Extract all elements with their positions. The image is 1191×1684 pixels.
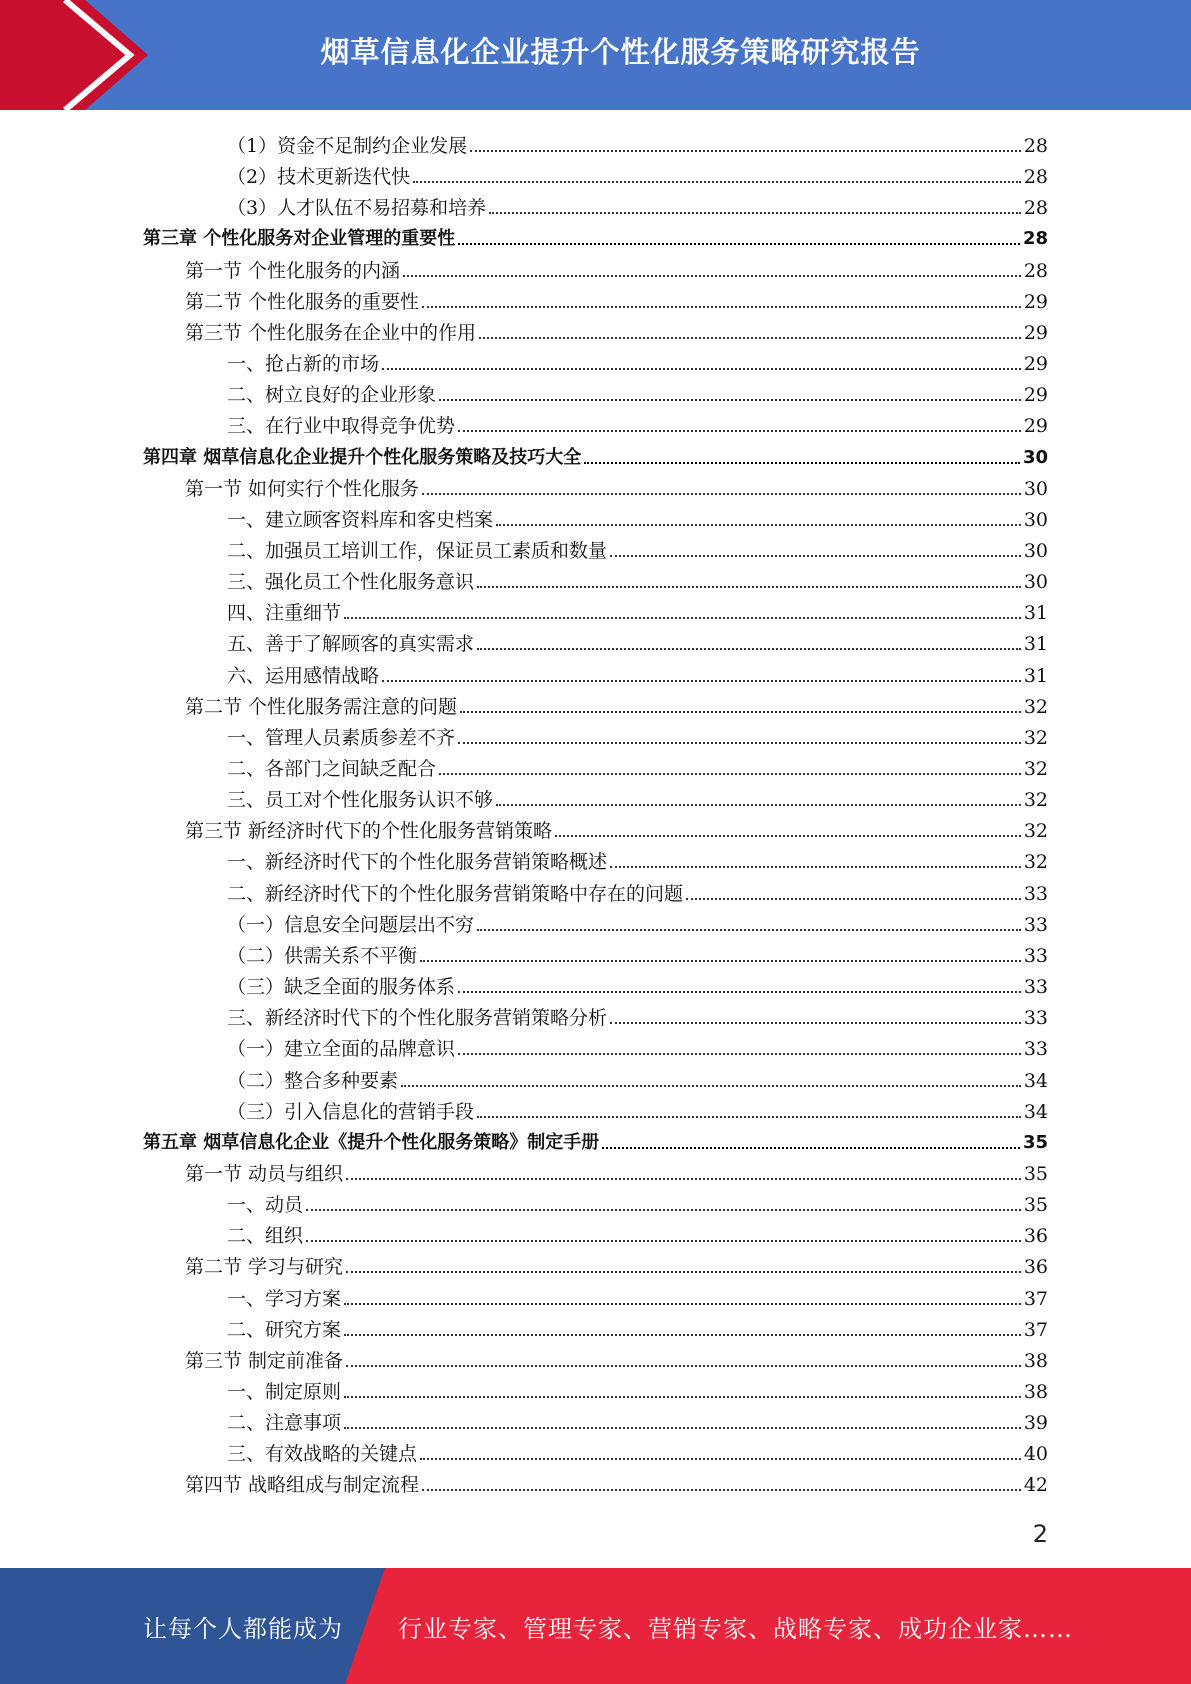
toc-entry-page: 28 <box>1022 228 1048 250</box>
toc-dot-leader <box>413 181 1021 183</box>
toc-entry-page: 32 <box>1023 726 1048 749</box>
toc-entry-page: 28 <box>1023 197 1048 220</box>
toc-dot-leader <box>686 898 1021 900</box>
toc-dot-leader <box>422 1489 1021 1491</box>
toc-dot-leader <box>470 150 1021 152</box>
toc-entry-page: 28 <box>1023 259 1048 282</box>
toc-entry-page: 30 <box>1023 571 1048 594</box>
toc-entry[interactable] <box>227 376 1048 407</box>
toc-entry[interactable] <box>227 1311 1048 1342</box>
toc-entry-page: 35 <box>1023 1194 1048 1217</box>
toc-entry-page: 35 <box>1022 1131 1048 1153</box>
toc-entry[interactable] <box>227 843 1048 874</box>
toc-entry-label: 第二节 个性化服务需注意的问题 <box>185 695 458 718</box>
toc-dot-leader <box>477 1116 1021 1118</box>
toc-entry-label: 第三章 个性化服务对企业管理的重要性 <box>143 228 456 250</box>
toc-entry-label: 三、强化员工个性化服务意识 <box>227 571 475 594</box>
toc-entry-label: 一、抢占新的市场 <box>227 353 380 376</box>
toc-entry[interactable] <box>185 688 1048 719</box>
toc-entry-page: 32 <box>1023 851 1048 874</box>
toc-entry-label: 三、新经济时代下的个性化服务营销策略分析 <box>227 1007 608 1030</box>
toc-dot-leader <box>344 1334 1021 1336</box>
toc-entry[interactable] <box>227 158 1048 189</box>
toc-entry-page: 33 <box>1023 1038 1048 1061</box>
toc-dot-leader <box>496 524 1021 526</box>
toc-dot-leader <box>496 804 1021 806</box>
toc-chapter-entry[interactable] <box>143 1124 1048 1155</box>
toc-entry-page: 37 <box>1023 1318 1048 1341</box>
toc-dot-leader <box>382 680 1021 682</box>
toc-dot-leader <box>555 835 1021 837</box>
toc-entry-page: 33 <box>1023 976 1048 999</box>
toc-entry-label: 六、运用感情战略 <box>227 664 380 687</box>
toc-dot-leader <box>306 1240 1021 1242</box>
toc-entry-page: 40 <box>1023 1443 1048 1466</box>
toc-entry[interactable] <box>185 1466 1048 1497</box>
toc-entry-label: （三）缺乏全面的服务体系 <box>227 976 456 999</box>
footer-slogan-left: 让每个人都能成为 <box>143 1614 343 1643</box>
toc-dot-leader <box>422 493 1021 495</box>
toc-entry-page: 32 <box>1023 820 1048 843</box>
toc-entry[interactable] <box>227 345 1048 376</box>
toc-entry-label: 三、员工对个性化服务认识不够 <box>227 789 494 812</box>
report-title: 烟草信息化企业提升个性化服务策略研究报告 <box>320 34 921 69</box>
toc-entry-page: 29 <box>1023 290 1048 313</box>
toc-dot-leader <box>479 337 1021 339</box>
toc-entry-label: 五、善于了解顾客的真实需求 <box>227 633 475 656</box>
toc-entry[interactable] <box>227 1062 1048 1093</box>
toc-entry-label: 第四节 战略组成与制定流程 <box>185 1474 420 1497</box>
toc-entry[interactable] <box>227 625 1048 656</box>
toc-entry[interactable] <box>185 1155 1048 1186</box>
toc-entry-label: 第三节 个性化服务在企业中的作用 <box>185 321 477 344</box>
toc-dot-leader <box>420 1458 1021 1460</box>
toc-entry[interactable] <box>227 1280 1048 1311</box>
toc-entry-label: 第五章 烟草信息化企业《提升个性化服务策略》制定手册 <box>143 1131 600 1153</box>
page-header <box>0 0 1191 110</box>
toc-dot-leader <box>401 1085 1021 1087</box>
toc-dot-leader <box>439 399 1021 401</box>
toc-entry-label: 四、注重细节 <box>227 602 342 625</box>
toc-dot-leader <box>584 462 1020 464</box>
toc-dot-leader <box>422 306 1021 308</box>
toc-entry[interactable] <box>185 252 1048 283</box>
toc-entry-label: 二、加强员工培训工作，保证员工素质和数量 <box>227 539 608 562</box>
toc-entry[interactable] <box>227 1435 1048 1466</box>
toc-entry-page: 38 <box>1023 1349 1048 1372</box>
toc-entry-page: 29 <box>1023 415 1048 438</box>
toc-entry[interactable] <box>227 189 1048 220</box>
toc-entry-page: 31 <box>1023 633 1048 656</box>
toc-entry-label: 一、建立顾客资料库和客史档案 <box>227 508 494 531</box>
toc-entry[interactable] <box>227 563 1048 594</box>
toc-entry-label: 二、树立良好的企业形象 <box>227 384 437 407</box>
toc-entry[interactable] <box>227 407 1048 438</box>
toc-dot-leader <box>477 648 1021 650</box>
toc-entry-label: 第四章 烟草信息化企业提升个性化服务策略及技巧大全 <box>143 446 582 468</box>
toc-entry-page: 37 <box>1023 1287 1048 1310</box>
toc-entry-page: 36 <box>1023 1225 1048 1248</box>
page-number: 2 <box>1032 1520 1048 1548</box>
toc-dot-leader <box>344 1396 1021 1398</box>
toc-entry[interactable] <box>227 968 1048 999</box>
toc-entry-label: 第一节 动员与组织 <box>185 1162 344 1185</box>
toc-dot-leader <box>458 1053 1021 1055</box>
toc-dot-leader <box>458 430 1021 432</box>
toc-entry[interactable] <box>227 781 1048 812</box>
page-footer <box>0 1568 1191 1684</box>
toc-dot-leader <box>306 1209 1021 1211</box>
toc-entry[interactable] <box>227 937 1048 968</box>
toc-dot-leader <box>420 960 1021 962</box>
toc-entry[interactable] <box>185 1248 1048 1279</box>
toc-entry[interactable] <box>227 999 1048 1030</box>
toc-chapter-entry[interactable] <box>143 220 1048 251</box>
toc-entry[interactable] <box>227 906 1048 937</box>
toc-entry-label: 第三节 制定前准备 <box>185 1349 344 1372</box>
toc-entry[interactable] <box>227 875 1048 906</box>
toc-entry-page: 30 <box>1022 446 1048 468</box>
toc-entry[interactable] <box>227 1093 1048 1124</box>
toc-entry-page: 29 <box>1023 384 1048 407</box>
toc-entry[interactable] <box>227 501 1048 532</box>
toc-entry-label: 一、新经济时代下的个性化服务营销策略概述 <box>227 851 608 874</box>
toc-dot-leader <box>346 1271 1021 1273</box>
toc-entry-label: （1）资金不足制约企业发展 <box>227 135 468 157</box>
toc-entry[interactable] <box>185 1342 1048 1373</box>
toc-entry[interactable] <box>227 1217 1048 1248</box>
toc-entry-page: 32 <box>1023 695 1048 718</box>
toc-dot-leader <box>344 1427 1021 1429</box>
toc-entry-label: 三、有效战略的关键点 <box>227 1443 418 1466</box>
toc-dot-leader <box>458 742 1021 744</box>
toc-entry-label: （一）信息安全问题层出不穷 <box>227 913 475 936</box>
toc-entry-page: 34 <box>1023 1100 1048 1123</box>
toc-dot-leader <box>477 929 1021 931</box>
toc-entry-label: 第一节 如何实行个性化服务 <box>185 477 420 500</box>
toc-entry-page: 39 <box>1023 1412 1048 1435</box>
toc-dot-leader <box>610 1022 1021 1024</box>
toc-dot-leader <box>602 1147 1020 1149</box>
toc-entry-page: 32 <box>1023 789 1048 812</box>
toc-entry-page: 31 <box>1023 602 1048 625</box>
toc-entry-label: 二、组织 <box>227 1225 304 1248</box>
toc-dot-leader <box>344 617 1021 619</box>
toc-entry-page: 31 <box>1023 664 1048 687</box>
toc-entry-page: 29 <box>1023 321 1048 344</box>
toc-dot-leader <box>382 368 1021 370</box>
toc-chapter-entry[interactable] <box>143 439 1048 470</box>
toc-entry-page: 33 <box>1023 1007 1048 1030</box>
toc-dot-leader <box>346 1365 1021 1367</box>
toc-entry[interactable] <box>227 1373 1048 1404</box>
toc-entry-label: （二）供需关系不平衡 <box>227 944 418 967</box>
toc-entry-page: 30 <box>1023 539 1048 562</box>
toc-entry-page: 30 <box>1023 477 1048 500</box>
toc-entry[interactable] <box>227 1404 1048 1435</box>
toc-dot-leader <box>439 773 1021 775</box>
toc-entry-page: 35 <box>1023 1162 1048 1185</box>
toc-entry[interactable] <box>227 594 1048 625</box>
toc-entry-label: 二、新经济时代下的个性化服务营销策略中存在的问题 <box>227 882 684 905</box>
toc-dot-leader <box>610 555 1021 557</box>
toc-dot-leader <box>403 275 1021 277</box>
toc-entry[interactable] <box>227 657 1048 688</box>
toc-dot-leader <box>458 243 1020 245</box>
toc-entry-page: 32 <box>1023 758 1048 780</box>
toc-dot-leader <box>458 991 1021 993</box>
toc-entry-label: 第一节 个性化服务的内涵 <box>185 259 401 282</box>
toc-dot-leader <box>489 212 1021 214</box>
toc-entry-label: 二、研究方案 <box>227 1318 342 1341</box>
toc-entry[interactable] <box>227 532 1048 563</box>
toc-entry-page: 38 <box>1023 1381 1048 1403</box>
toc-entry-label: 一、学习方案 <box>227 1287 342 1310</box>
toc-entry-page: 33 <box>1023 882 1048 905</box>
toc-entry-label: 一、动员 <box>227 1194 304 1217</box>
toc-entry-label: （一）建立全面的品牌意识 <box>227 1038 456 1061</box>
toc-entry[interactable] <box>185 812 1048 843</box>
toc-entry-label: （2）技术更新迭代快 <box>227 166 411 189</box>
toc-entry-label: （3）人才队伍不易招募和培养 <box>227 197 487 220</box>
toc-entry-label: 二、各部门之间缺乏配合 <box>227 758 437 780</box>
toc-entry-label: 第二节 个性化服务的重要性 <box>185 290 420 313</box>
toc-entry-label: 二、注意事项 <box>227 1412 342 1435</box>
toc-entry[interactable] <box>227 1030 1048 1061</box>
toc-entry-page: 28 <box>1023 135 1048 157</box>
toc-entry-page: 28 <box>1023 166 1048 189</box>
toc-entry-label: （三）引入信息化的营销手段 <box>227 1100 475 1123</box>
toc-entry-label: 第二节 学习与研究 <box>185 1256 344 1279</box>
toc-dot-leader <box>477 586 1021 588</box>
toc-entry-label: 一、管理人员素质参差不齐 <box>227 726 456 749</box>
toc-entry[interactable] <box>185 470 1048 501</box>
toc-dot-leader <box>344 1303 1021 1305</box>
toc-entry[interactable] <box>185 283 1048 314</box>
toc-entry-page: 34 <box>1023 1069 1048 1092</box>
toc-dot-leader <box>460 711 1021 713</box>
toc-entry[interactable] <box>227 719 1048 750</box>
toc-entry-label: 一、制定原则 <box>227 1381 342 1403</box>
toc-entry[interactable] <box>227 750 1048 781</box>
toc-entry[interactable] <box>227 127 1048 158</box>
footer-slogan-right: 行业专家、管理专家、营销专家、战略专家、成功企业家…… <box>398 1614 1073 1643</box>
toc-dot-leader <box>610 866 1021 868</box>
toc-entry-label: 三、在行业中取得竞争优势 <box>227 415 456 438</box>
toc-entry-page: 33 <box>1023 913 1048 936</box>
toc-entry-page: 36 <box>1023 1256 1048 1279</box>
toc-entry-page: 42 <box>1023 1474 1048 1497</box>
toc-entry-label: （二）整合多种要素 <box>227 1069 399 1092</box>
toc-entry-page: 29 <box>1023 353 1048 376</box>
toc-entry[interactable] <box>185 314 1048 345</box>
toc-entry-label: 第三节 新经济时代下的个性化服务营销策略 <box>185 820 553 843</box>
toc-entry-page: 30 <box>1023 508 1048 531</box>
toc-dot-leader <box>346 1178 1021 1180</box>
toc-entry[interactable] <box>227 1186 1048 1217</box>
toc-entry-page: 33 <box>1023 944 1048 967</box>
